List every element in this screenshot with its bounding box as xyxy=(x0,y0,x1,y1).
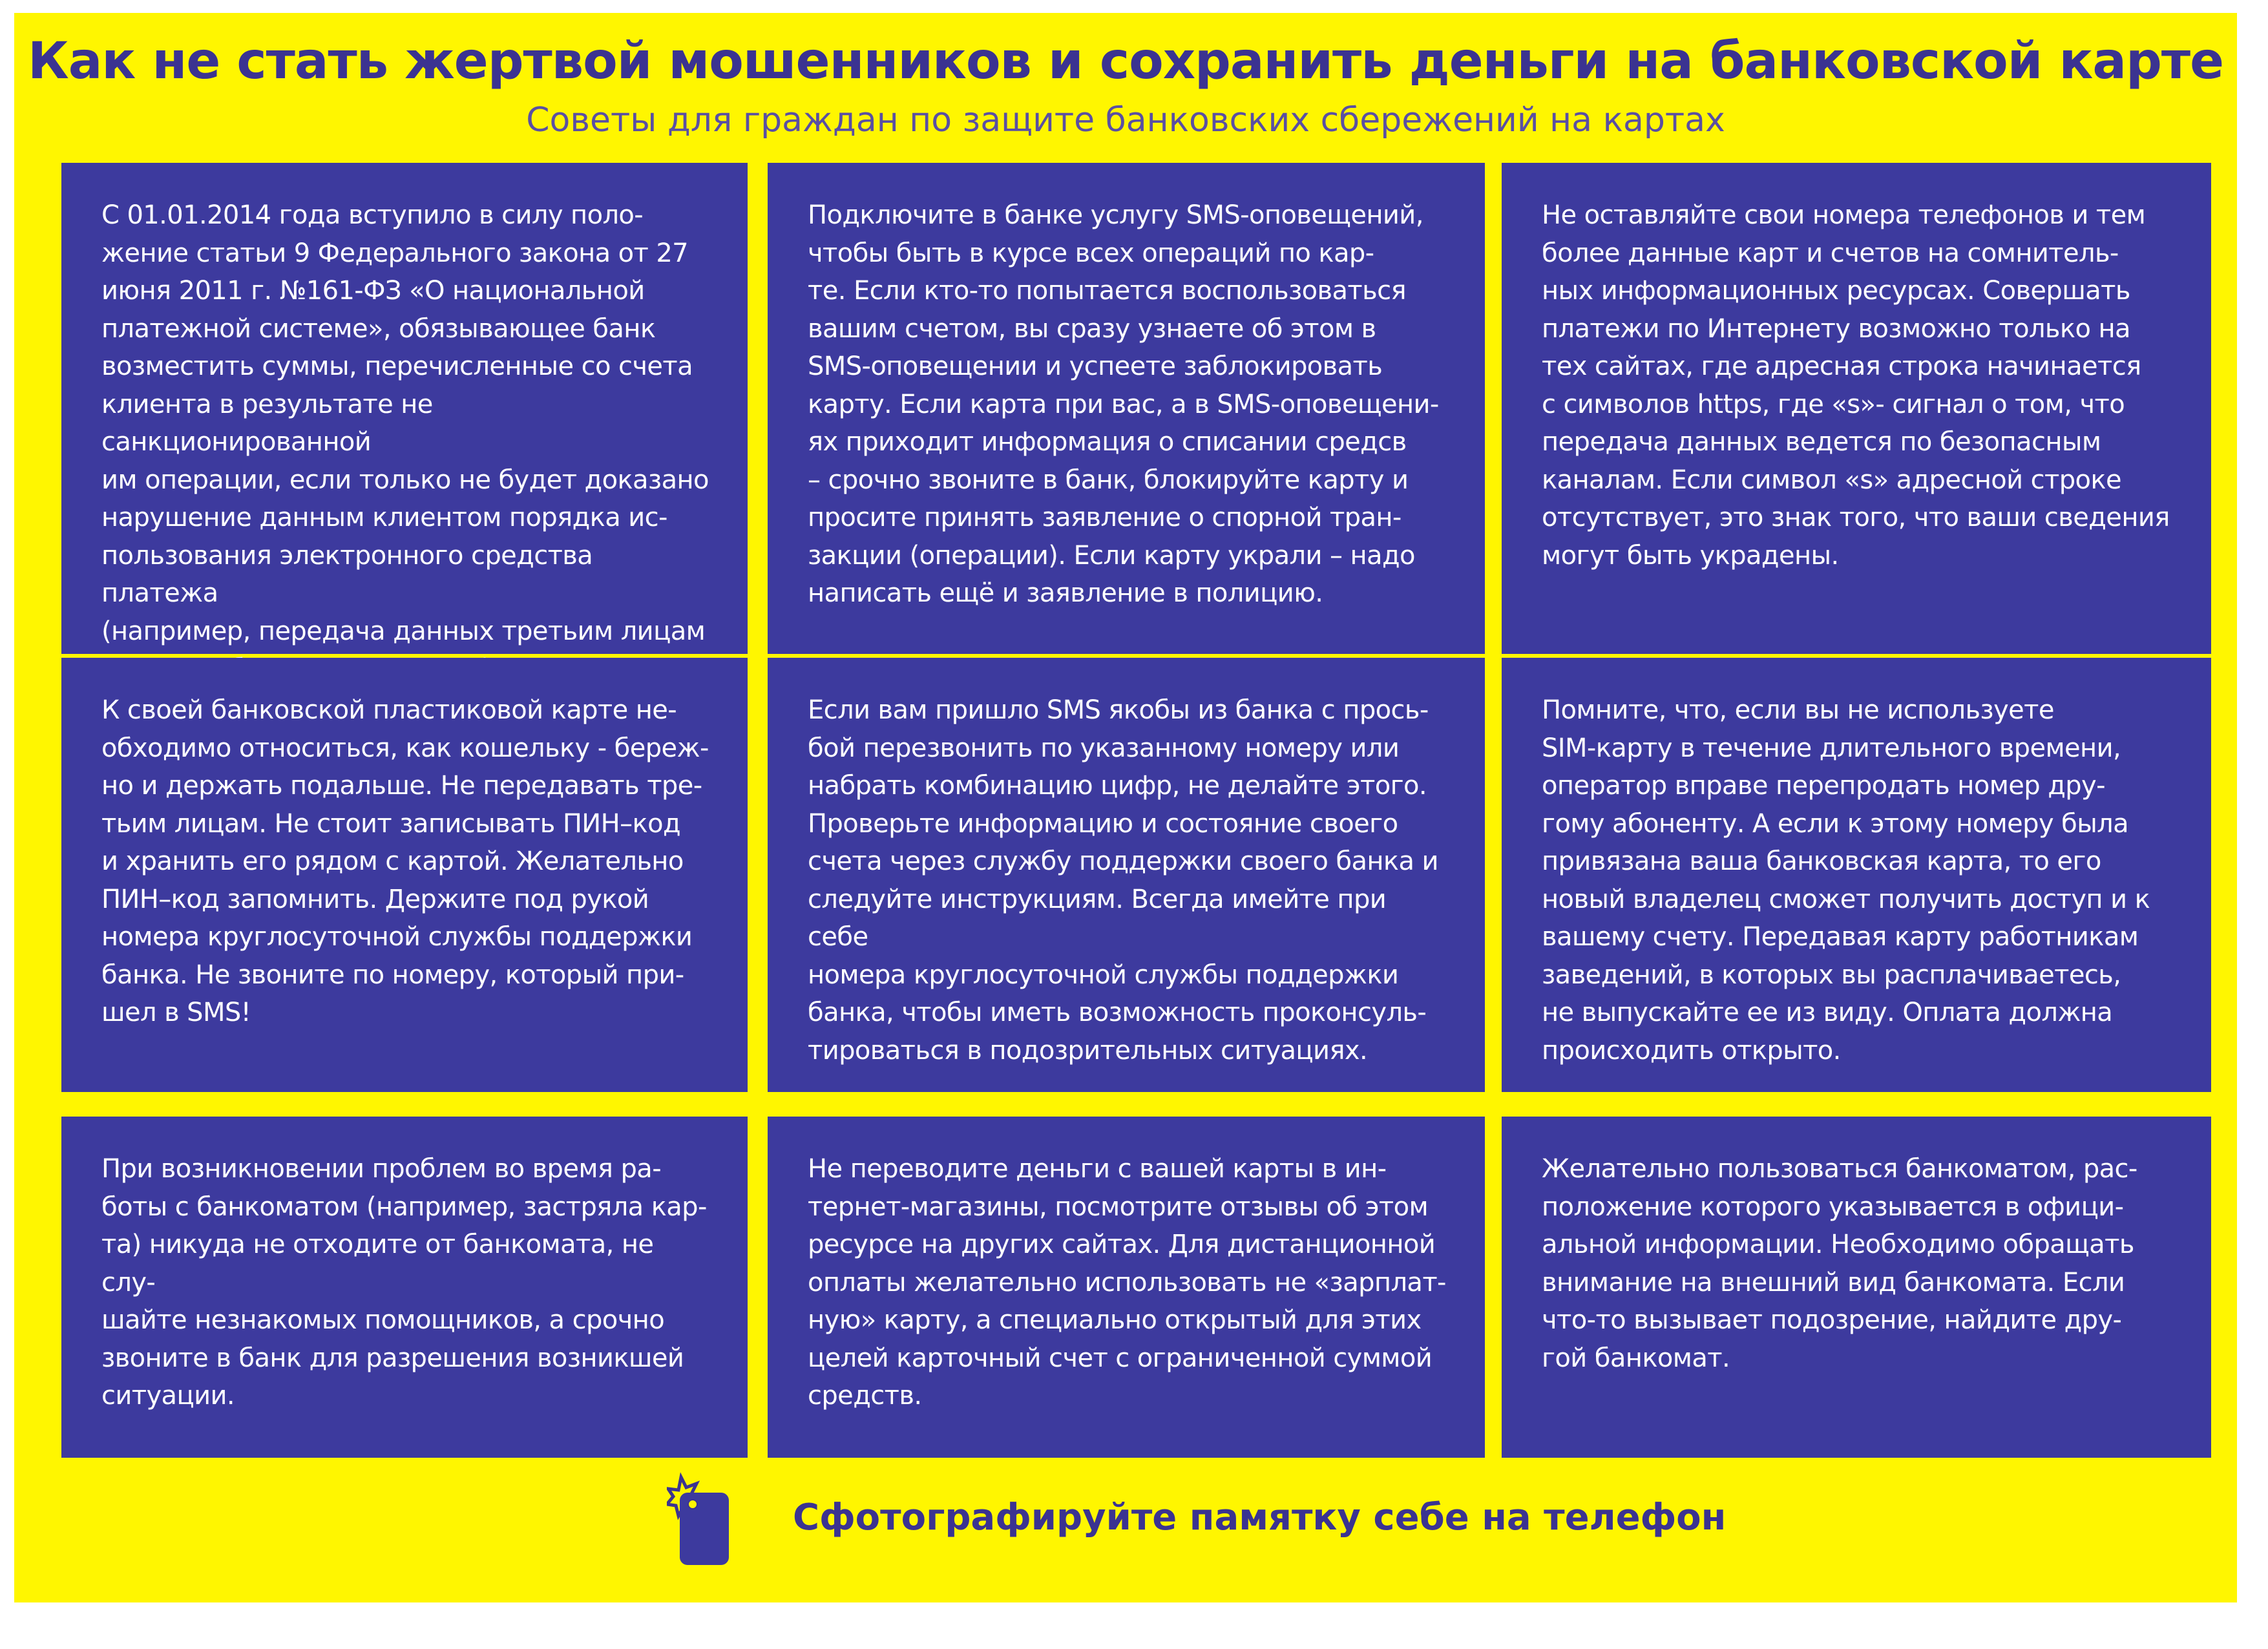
tip-card-online-shopping: Не переводите деньги с вашей карты в ин- тернет-магазины, посмотрите отзывы об этом ресурсе на других сайтах. Для дистанционной оплаты желательно использовать не «зарплат- ную» карту, а специально открытый для этих целей карточный счет с ограниченной суммой средств. xyxy=(768,1117,1485,1458)
footer xyxy=(667,1472,1765,1575)
tip-card-atm-problems: При возникновении проблем во время ра- боты с банкоматом (например, застряла кар- та) никуда не отходите от банкомата, не слу- шайте незнакомых помощников, а срочно звоните в банк для разрешения возникшей ситуации. xyxy=(61,1117,748,1458)
poster-subtitle: Советы для граждан по защите банковских сбережений на картах xyxy=(526,101,1725,140)
poster-title: Как не стать жертвой мошенников и сохранить деньги на банковской карте xyxy=(27,32,2224,90)
tip-card-sms-notifications: Подключите в банке услугу SMS-оповещений, чтобы быть в курсе всех операций по кар- те. Если кто-то попытается воспользоваться вашим счетом, вы сразу узнаете об этом в SMS-оповещении и успеете заблокировать карту. Если карта при вас, а в SMS-оповещени- ях приходит информация о списании средсв – срочно звоните в банк, блокируйте карту и просите принять заявление о спорной тран- закции (операции). Если карту украли – надо написать ещё и заявление в полицию. xyxy=(768,163,1485,654)
tip-card-legal-protection: С 01.01.2014 года вступило в силу поло- жение статьи 9 Федерального закона от 27 июня 2011 г. №161-ФЗ «О национальной платежной системе», обязывающее банк возместить суммы, перечисленные со счета клиента в результате не санкционированной им операции, если только не будет доказано нарушение данным клиентом порядка ис- пользования электронного средства платежа (например, передача данных третьим лицам xyxy=(61,163,748,654)
tip-card-pin-code: К своей банковской пластиковой карте не- обходимо относиться, как кошельку - береж- но и держать подальше. Не передавать тре- тьим лицам. Не стоит записывать ПИН–код и хранить его рядом с картой. Желательно ПИН–код запомнить. Держите под рукой номера круглосуточной службы поддержки банка. Не звоните по номеру, который при- шел в SMS! xyxy=(61,658,748,1092)
footer-text: Сфотографируйте памятку себе на телефон xyxy=(793,1497,1727,1539)
tip-card-fake-sms: Если вам пришло SMS якобы из банка с прось- бой перезвонить по указанному номеру или набрать комбинацию цифр, не делайте этого. Проверьте информацию и состояние своего счета через службу поддержки своего банка и следуйте инструкциям. Всегда имейте при себе номера круглосуточной службы поддержки банка, чтобы иметь возможность проконсуль- тироваться в подозрительных ситуациях. xyxy=(768,658,1485,1092)
tip-card-sim-card: Помните, что, если вы не используете SIM-карту в течение длительного времени, оператор вправе перепродать номер дру- гому абоненту. А если к этому номеру была привязана ваша банковская карта, то его новый владелец сможет получить доступ и к вашему счету. Передавая карту работникам заведений, в которых вы расплачиваетесь, не выпускайте ее из виду. Оплата должна происходить открыто. xyxy=(1502,658,2211,1092)
tip-card-atm-choice: Желательно пользоваться банкоматом, рас- положение которого указывается в офици- альной информации. Необходимо обращать внимание на внешний вид банкомата. Если что-то вызывает подозрение, найдите дру- гой банкомат. xyxy=(1502,1117,2211,1458)
tip-card-secure-websites: Не оставляйте свои номера телефонов и тем более данные карт и счетов на сомнитель- ных информационных ресурсах. Совершать платежи по Интернету возможно только на тех сайтах, где адресная строка начинается с символов https, где «s»- сигнал о том, что передача данных ведется по безопасным каналам. Если символ «s» адресной строке отсутствует, это знак того, что ваши сведения могут быть украдены. xyxy=(1502,163,2211,654)
phone-camera-icon xyxy=(667,1472,738,1569)
